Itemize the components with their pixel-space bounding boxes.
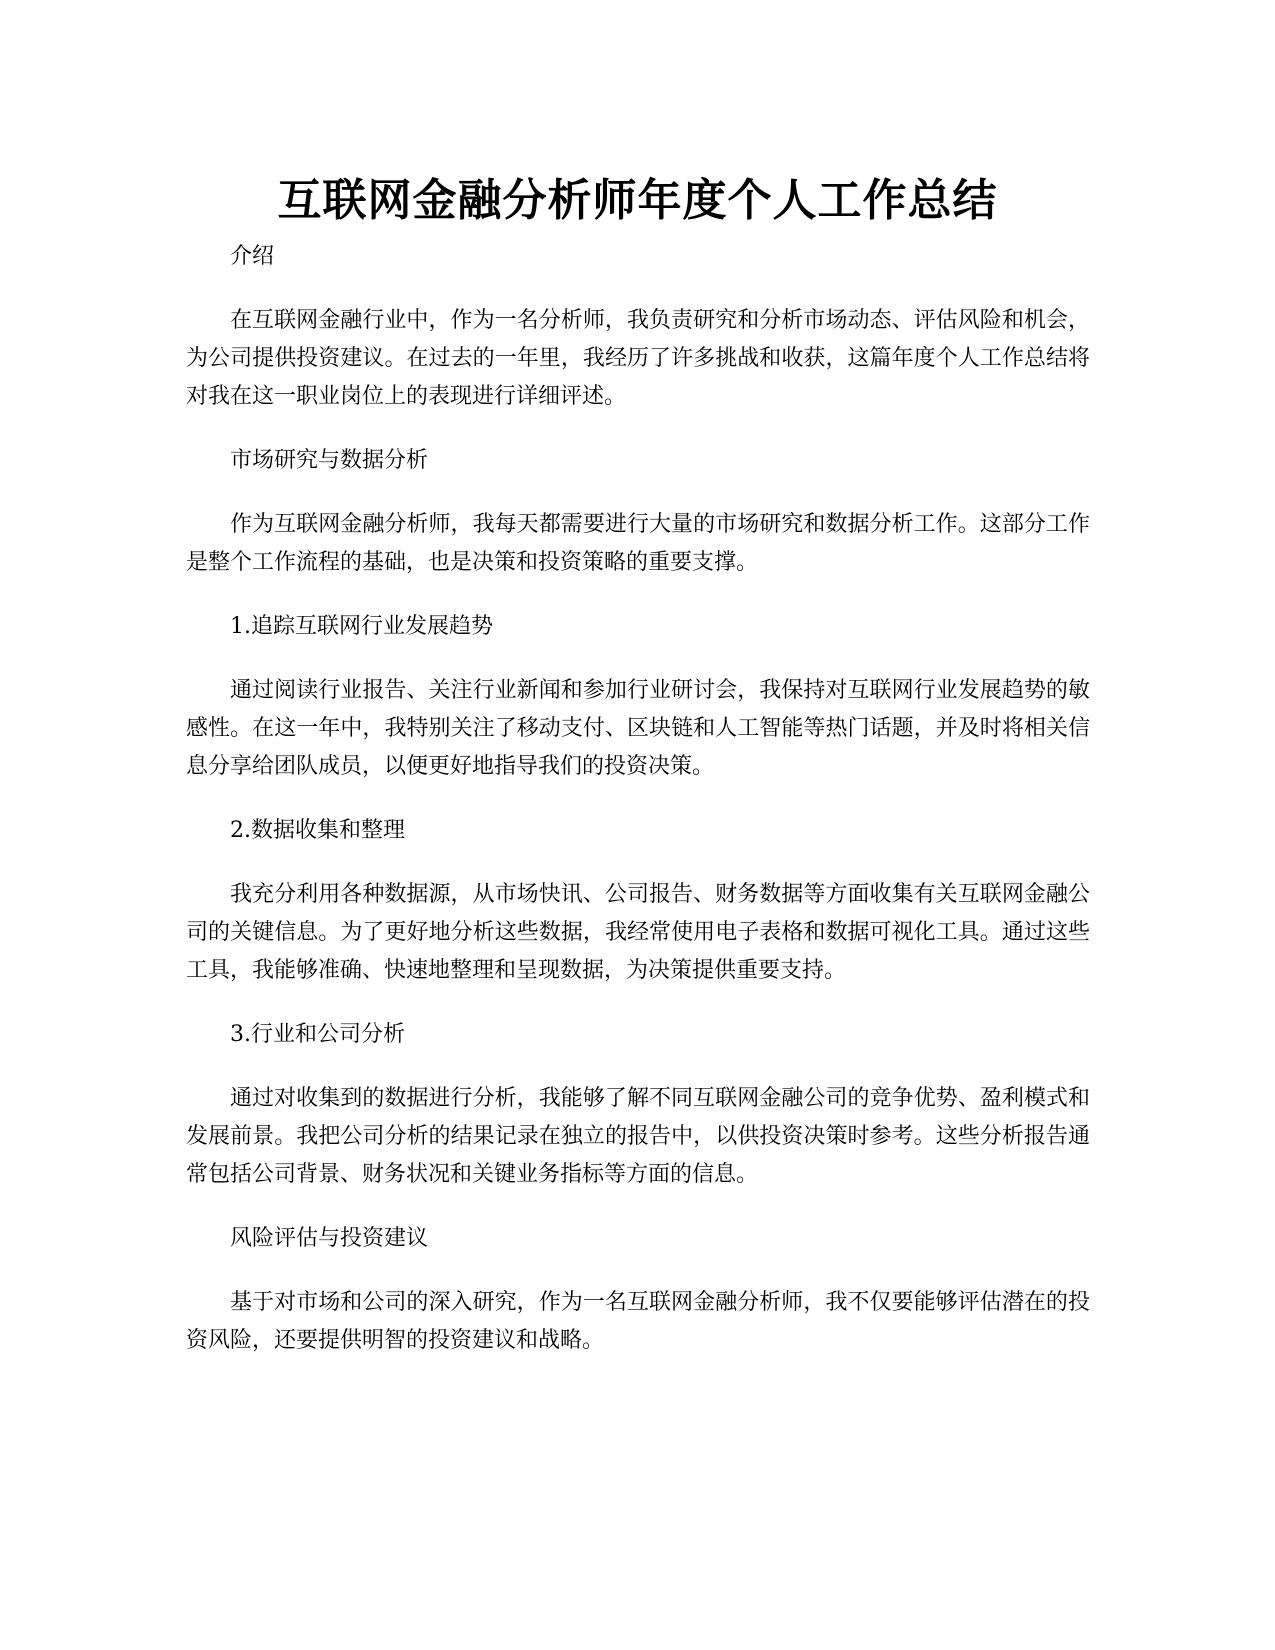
subheading-company-analysis: 3.行业和公司分析 bbox=[230, 1022, 405, 1047]
subheading-data-collection: 2.数据收集和整理 bbox=[230, 818, 405, 843]
paragraph-trend-tracking: 通过阅读行业报告、关注行业新闻和参加行业研讨会，我保持对互联网行业发展趋势的敏感性。在这一年中，我特别关注了移动支付、区块链和人工智能等热门话题，并及时将相关信息分享给团队成员，以便更好地指导我们的投资决策。 bbox=[186, 678, 1090, 779]
section-heading-market-research: 市场研究与数据分析 bbox=[230, 448, 429, 473]
document-title: 互联网金融分析师年度个人工作总结 bbox=[277, 175, 998, 227]
paragraph-company-analysis: 通过对收集到的数据进行分析，我能够了解不同互联网金融公司的竞争优势、盈利模式和发展前景。我把公司分析的结果记录在独立的报告中，以供投资决策时参考。这些分析报告通常包括公司背景、财务状况和关键业务指标等方面的信息。 bbox=[186, 1086, 1090, 1187]
subheading-trend-tracking: 1.追踪互联网行业发展趋势 bbox=[230, 614, 493, 639]
paragraph-market-research: 作为互联网金融分析师，我每天都需要进行大量的市场研究和数据分析工作。这部分工作是整个工作流程的基础，也是决策和投资策略的重要支撑。 bbox=[186, 512, 1090, 575]
paragraph-data-collection: 我充分利用各种数据源，从市场快讯、公司报告、财务数据等方面收集有关互联网金融公司的关键信息。为了更好地分析这些数据，我经常使用电子表格和数据可视化工具。通过这些工具，我能够准确、快速地整理和呈现数据，为决策提供重要支持。 bbox=[186, 882, 1090, 983]
paragraph-intro: 在互联网金融行业中，作为一名分析师，我负责研究和分析市场动态、评估风险和机会，为公司提供投资建议。在过去的一年里，我经历了许多挑战和收获，这篇年度个人工作总结将对我在这一职业岗位上的表现进行详细评述。 bbox=[186, 308, 1090, 409]
section-heading-risk: 风险评估与投资建议 bbox=[230, 1226, 429, 1251]
paragraph-risk: 基于对市场和公司的深入研究，作为一名互联网金融分析师，我不仅要能够评估潜在的投资风险，还要提供明智的投资建议和战略。 bbox=[186, 1290, 1090, 1353]
document-body bbox=[186, 238, 1090, 1386]
section-heading-intro: 介绍 bbox=[230, 244, 275, 269]
